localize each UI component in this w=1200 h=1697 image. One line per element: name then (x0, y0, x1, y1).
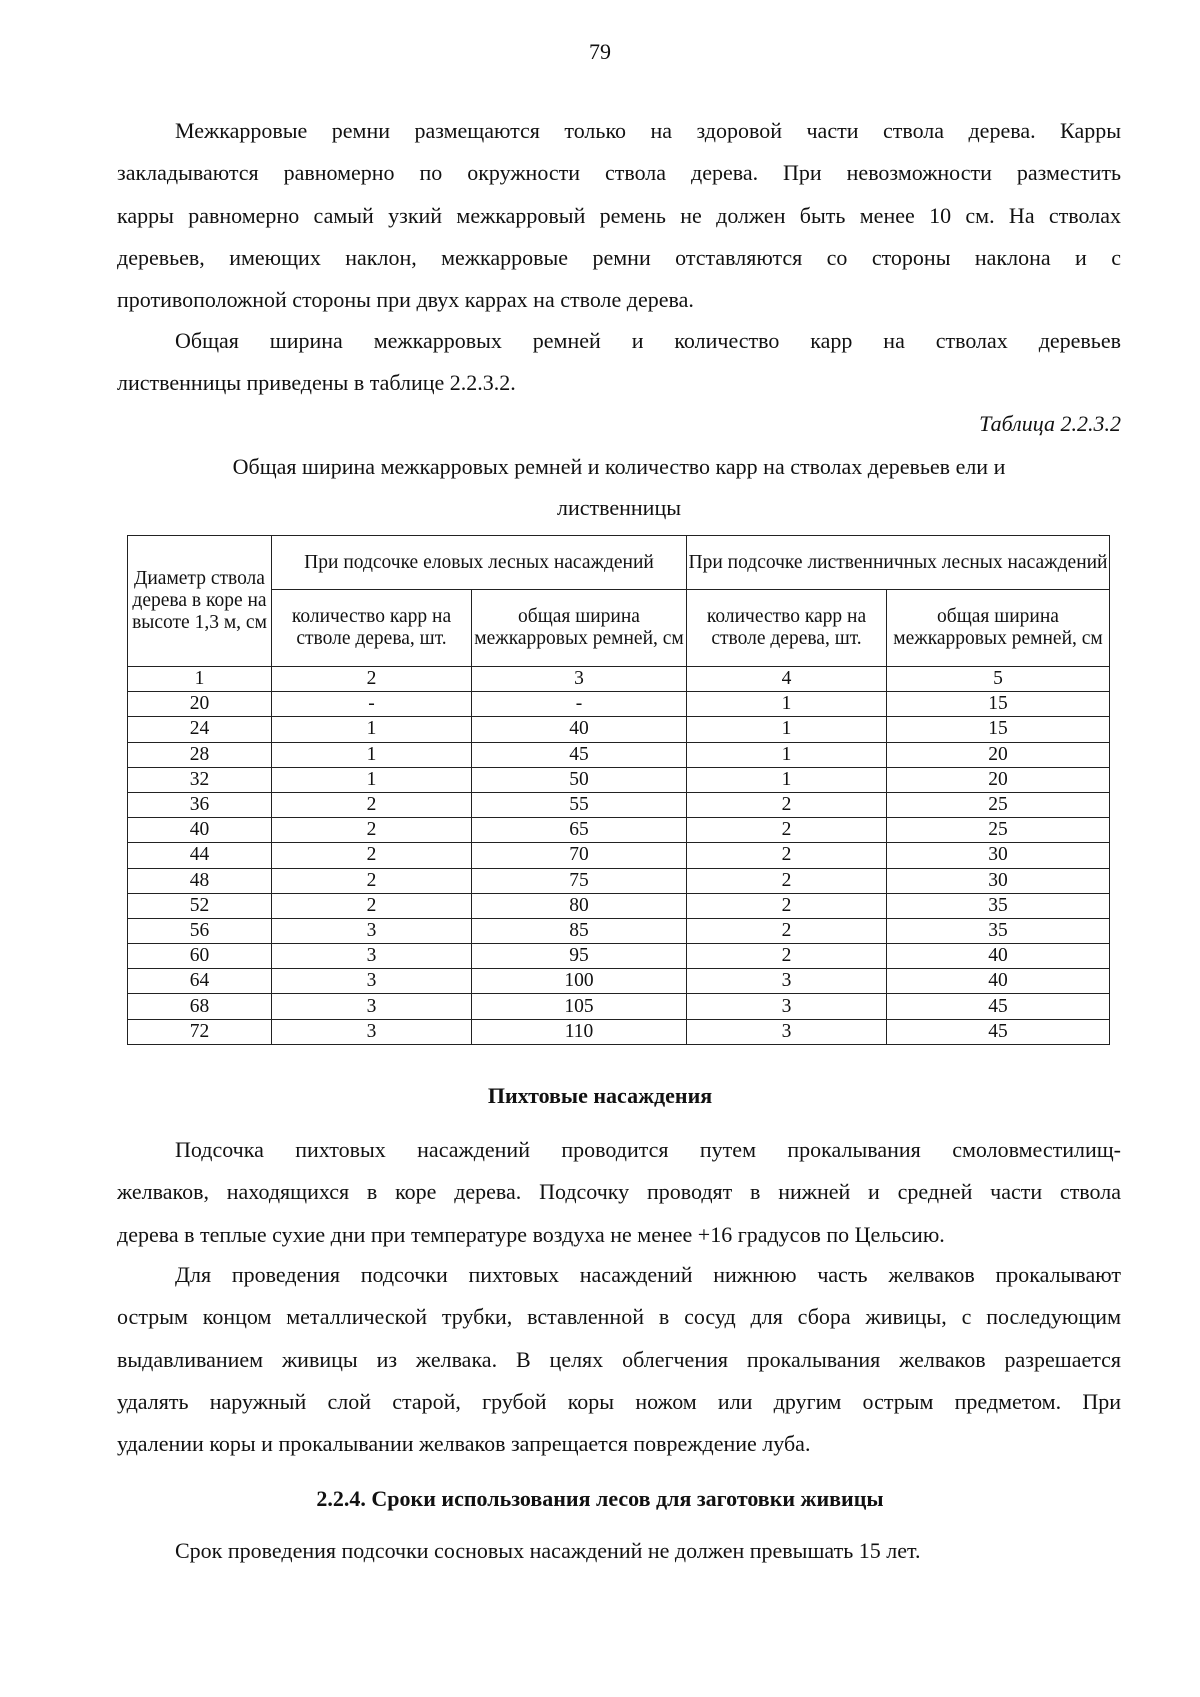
table-cell: 52 (128, 893, 272, 918)
table-cell: 45 (472, 742, 687, 767)
paragraph-2 (117, 320, 1121, 405)
table-cell: - (272, 692, 472, 717)
table-title-line-1: Общая ширина межкарровых ремней и количество карр на стволах деревьев ели и (232, 454, 1006, 479)
table-cell: 24 (128, 717, 272, 742)
table-cell: 32 (128, 767, 272, 792)
table-cell: 72 (128, 1019, 272, 1044)
table-row (128, 868, 1110, 893)
table-cell: 35 (887, 893, 1110, 918)
header-larch-width: общая ширина межкарровых ремней, см (887, 590, 1110, 667)
table-row (128, 944, 1110, 969)
header-larch: При подсочке лиственничных лесных насаждений (687, 536, 1110, 590)
table-row (128, 994, 1110, 1019)
table-title-line-2: лиственницы (556, 495, 682, 520)
table-cell: 56 (128, 918, 272, 943)
paragraph-line: желваков, находящихся в коре дерева. Подсочку проводят в нижней и средней части ствола (117, 1179, 1121, 1205)
column-number: 3 (472, 667, 687, 692)
table-cell: 2 (687, 818, 887, 843)
table-cell: 3 (272, 944, 472, 969)
table-cell: 1 (687, 742, 887, 767)
numbering-row (128, 667, 1110, 692)
table-cell: 20 (128, 692, 272, 717)
table-cell: 2 (272, 843, 472, 868)
paragraph-1 (117, 110, 1121, 321)
paragraph-line: удалять наружный слой старой, грубой коры ножом или другим острым предметом. При (117, 1388, 1121, 1414)
table-row (128, 969, 1110, 994)
table-cell: 30 (887, 868, 1110, 893)
heading-fir: Пихтовые насаждения (487, 1083, 713, 1108)
table-cell: 2 (272, 818, 472, 843)
table-cell: 55 (472, 792, 687, 817)
table-cell: 64 (128, 969, 272, 994)
table-cell: 3 (687, 994, 887, 1019)
table-row (128, 767, 1110, 792)
table-cell: 1 (272, 717, 472, 742)
table-cell: 2 (272, 893, 472, 918)
table-cell: 35 (887, 918, 1110, 943)
table-cell: 36 (128, 792, 272, 817)
column-number: 1 (128, 667, 272, 692)
table-cell: 3 (687, 1019, 887, 1044)
header-spruce: При подсочке еловых лесных насаждений (272, 536, 687, 590)
table-row (128, 792, 1110, 817)
table-cell: 25 (887, 792, 1110, 817)
data-table (127, 535, 1110, 1045)
header-diameter: Диаметр ствола дерева в коре на высоте 1,3 м, см (128, 536, 272, 667)
table-cell: 45 (887, 1019, 1110, 1044)
table-row (128, 818, 1110, 843)
table-cell: 3 (272, 1019, 472, 1044)
table-row (128, 918, 1110, 943)
table-row (128, 717, 1110, 742)
table-row (128, 742, 1110, 767)
paragraph-line: деревьев, имеющих наклон, межкарровые ремни отставляются со стороны наклона и с (117, 244, 1121, 270)
table-cell: 100 (472, 969, 687, 994)
table-cell: 70 (472, 843, 687, 868)
table-cell: 1 (687, 767, 887, 792)
table-cell: 20 (887, 767, 1110, 792)
table-cell: 50 (472, 767, 687, 792)
table-cell: 2 (272, 868, 472, 893)
table-cell: 3 (272, 994, 472, 1019)
paragraph-5 (117, 1530, 1121, 1572)
paragraph-line: противоположной стороны при двух каррах на стволе дерева. (117, 287, 694, 313)
table-cell: 2 (687, 868, 887, 893)
table-cell: 3 (687, 969, 887, 994)
paragraph-line: закладываются равномерно по окружности ствола дерева. При невозможности разместить (117, 160, 1121, 186)
paragraph-line: выдавливанием живицы из желвака. В целях облегчения прокалывания желваков разрешается (117, 1346, 1121, 1372)
table-cell: 2 (687, 843, 887, 868)
table-cell: 28 (128, 742, 272, 767)
paragraph-line: Срок проведения подсочки сосновых насаждений не должен превышать 15 лет. (175, 1538, 921, 1563)
table-cell: 3 (272, 918, 472, 943)
table-cell: 105 (472, 994, 687, 1019)
table-cell: 15 (887, 717, 1110, 742)
paragraph-line: Для проведения подсочки пихтовых насаждений нижнюю часть желваков прокалывают (175, 1262, 1121, 1287)
table-cell: - (472, 692, 687, 717)
table-cell: 2 (687, 893, 887, 918)
paragraph-line: лиственницы приведены в таблице 2.2.3.2. (117, 370, 516, 396)
table-cell: 48 (128, 868, 272, 893)
table-row (128, 692, 1110, 717)
table-cell: 1 (272, 767, 472, 792)
paragraph-3 (117, 1129, 1121, 1256)
paragraph-line: удалении коры и прокалывании желваков запрещается повреждение луба. (117, 1431, 811, 1457)
table-cell: 25 (887, 818, 1110, 843)
header-spruce-count: количество карр на стволе дерева, шт. (272, 590, 472, 667)
table-cell: 68 (128, 994, 272, 1019)
table-cell: 2 (687, 918, 887, 943)
paragraph-line: Подсочка пихтовых насаждений проводится путем прокалывания смоловместилищ- (175, 1137, 1121, 1162)
table-cell: 1 (687, 692, 887, 717)
paragraph-line: карры равномерно самый узкий межкарровый ремень не должен быть менее 10 см. На стволах (117, 202, 1121, 228)
table-cell: 40 (887, 944, 1110, 969)
column-number: 5 (887, 667, 1110, 692)
table-cell: 3 (272, 969, 472, 994)
table-cell: 1 (687, 717, 887, 742)
table-row (128, 893, 1110, 918)
table-cell: 75 (472, 868, 687, 893)
paragraph-line: Межкарровые ремни размещаются только на здоровой части ствола дерева. Карры (175, 118, 1121, 143)
table-cell: 40 (887, 969, 1110, 994)
table-cell: 60 (128, 944, 272, 969)
paragraph-4 (117, 1254, 1121, 1465)
table-cell: 110 (472, 1019, 687, 1044)
table-cell: 95 (472, 944, 687, 969)
heading-section: 2.2.4. Сроки использования лесов для заготовки живицы (316, 1486, 884, 1511)
table-cell: 20 (887, 742, 1110, 767)
paragraph-line: Общая ширина межкарровых ремней и количество карр на стволах деревьев (175, 328, 1121, 353)
table-label: Таблица 2.2.3.2 (979, 411, 1121, 436)
table-cell: 15 (887, 692, 1110, 717)
paragraph-line: острым концом металлической трубки, вставленной в сосуд для сбора живицы, с последующим (117, 1304, 1121, 1330)
table-cell: 85 (472, 918, 687, 943)
header-spruce-width: общая ширина межкарровых ремней, см (472, 590, 687, 667)
table-cell: 40 (128, 818, 272, 843)
header-larch-count: количество карр на стволе дерева, шт. (687, 590, 887, 667)
table-cell: 45 (887, 994, 1110, 1019)
column-number: 2 (272, 667, 472, 692)
table-cell: 30 (887, 843, 1110, 868)
table-row (128, 1019, 1110, 1044)
page-number: 79 (589, 39, 611, 64)
table-cell: 2 (687, 944, 887, 969)
table-cell: 2 (272, 792, 472, 817)
table-cell: 65 (472, 818, 687, 843)
column-number: 4 (687, 667, 887, 692)
paragraph-line: дерева в теплые сухие дни при температуре воздуха не менее +16 градусов по Цельсию. (117, 1221, 945, 1247)
table-cell: 44 (128, 843, 272, 868)
table-cell: 40 (472, 717, 687, 742)
table-cell: 1 (272, 742, 472, 767)
table-cell: 80 (472, 893, 687, 918)
table-cell: 2 (687, 792, 887, 817)
table-row (128, 843, 1110, 868)
